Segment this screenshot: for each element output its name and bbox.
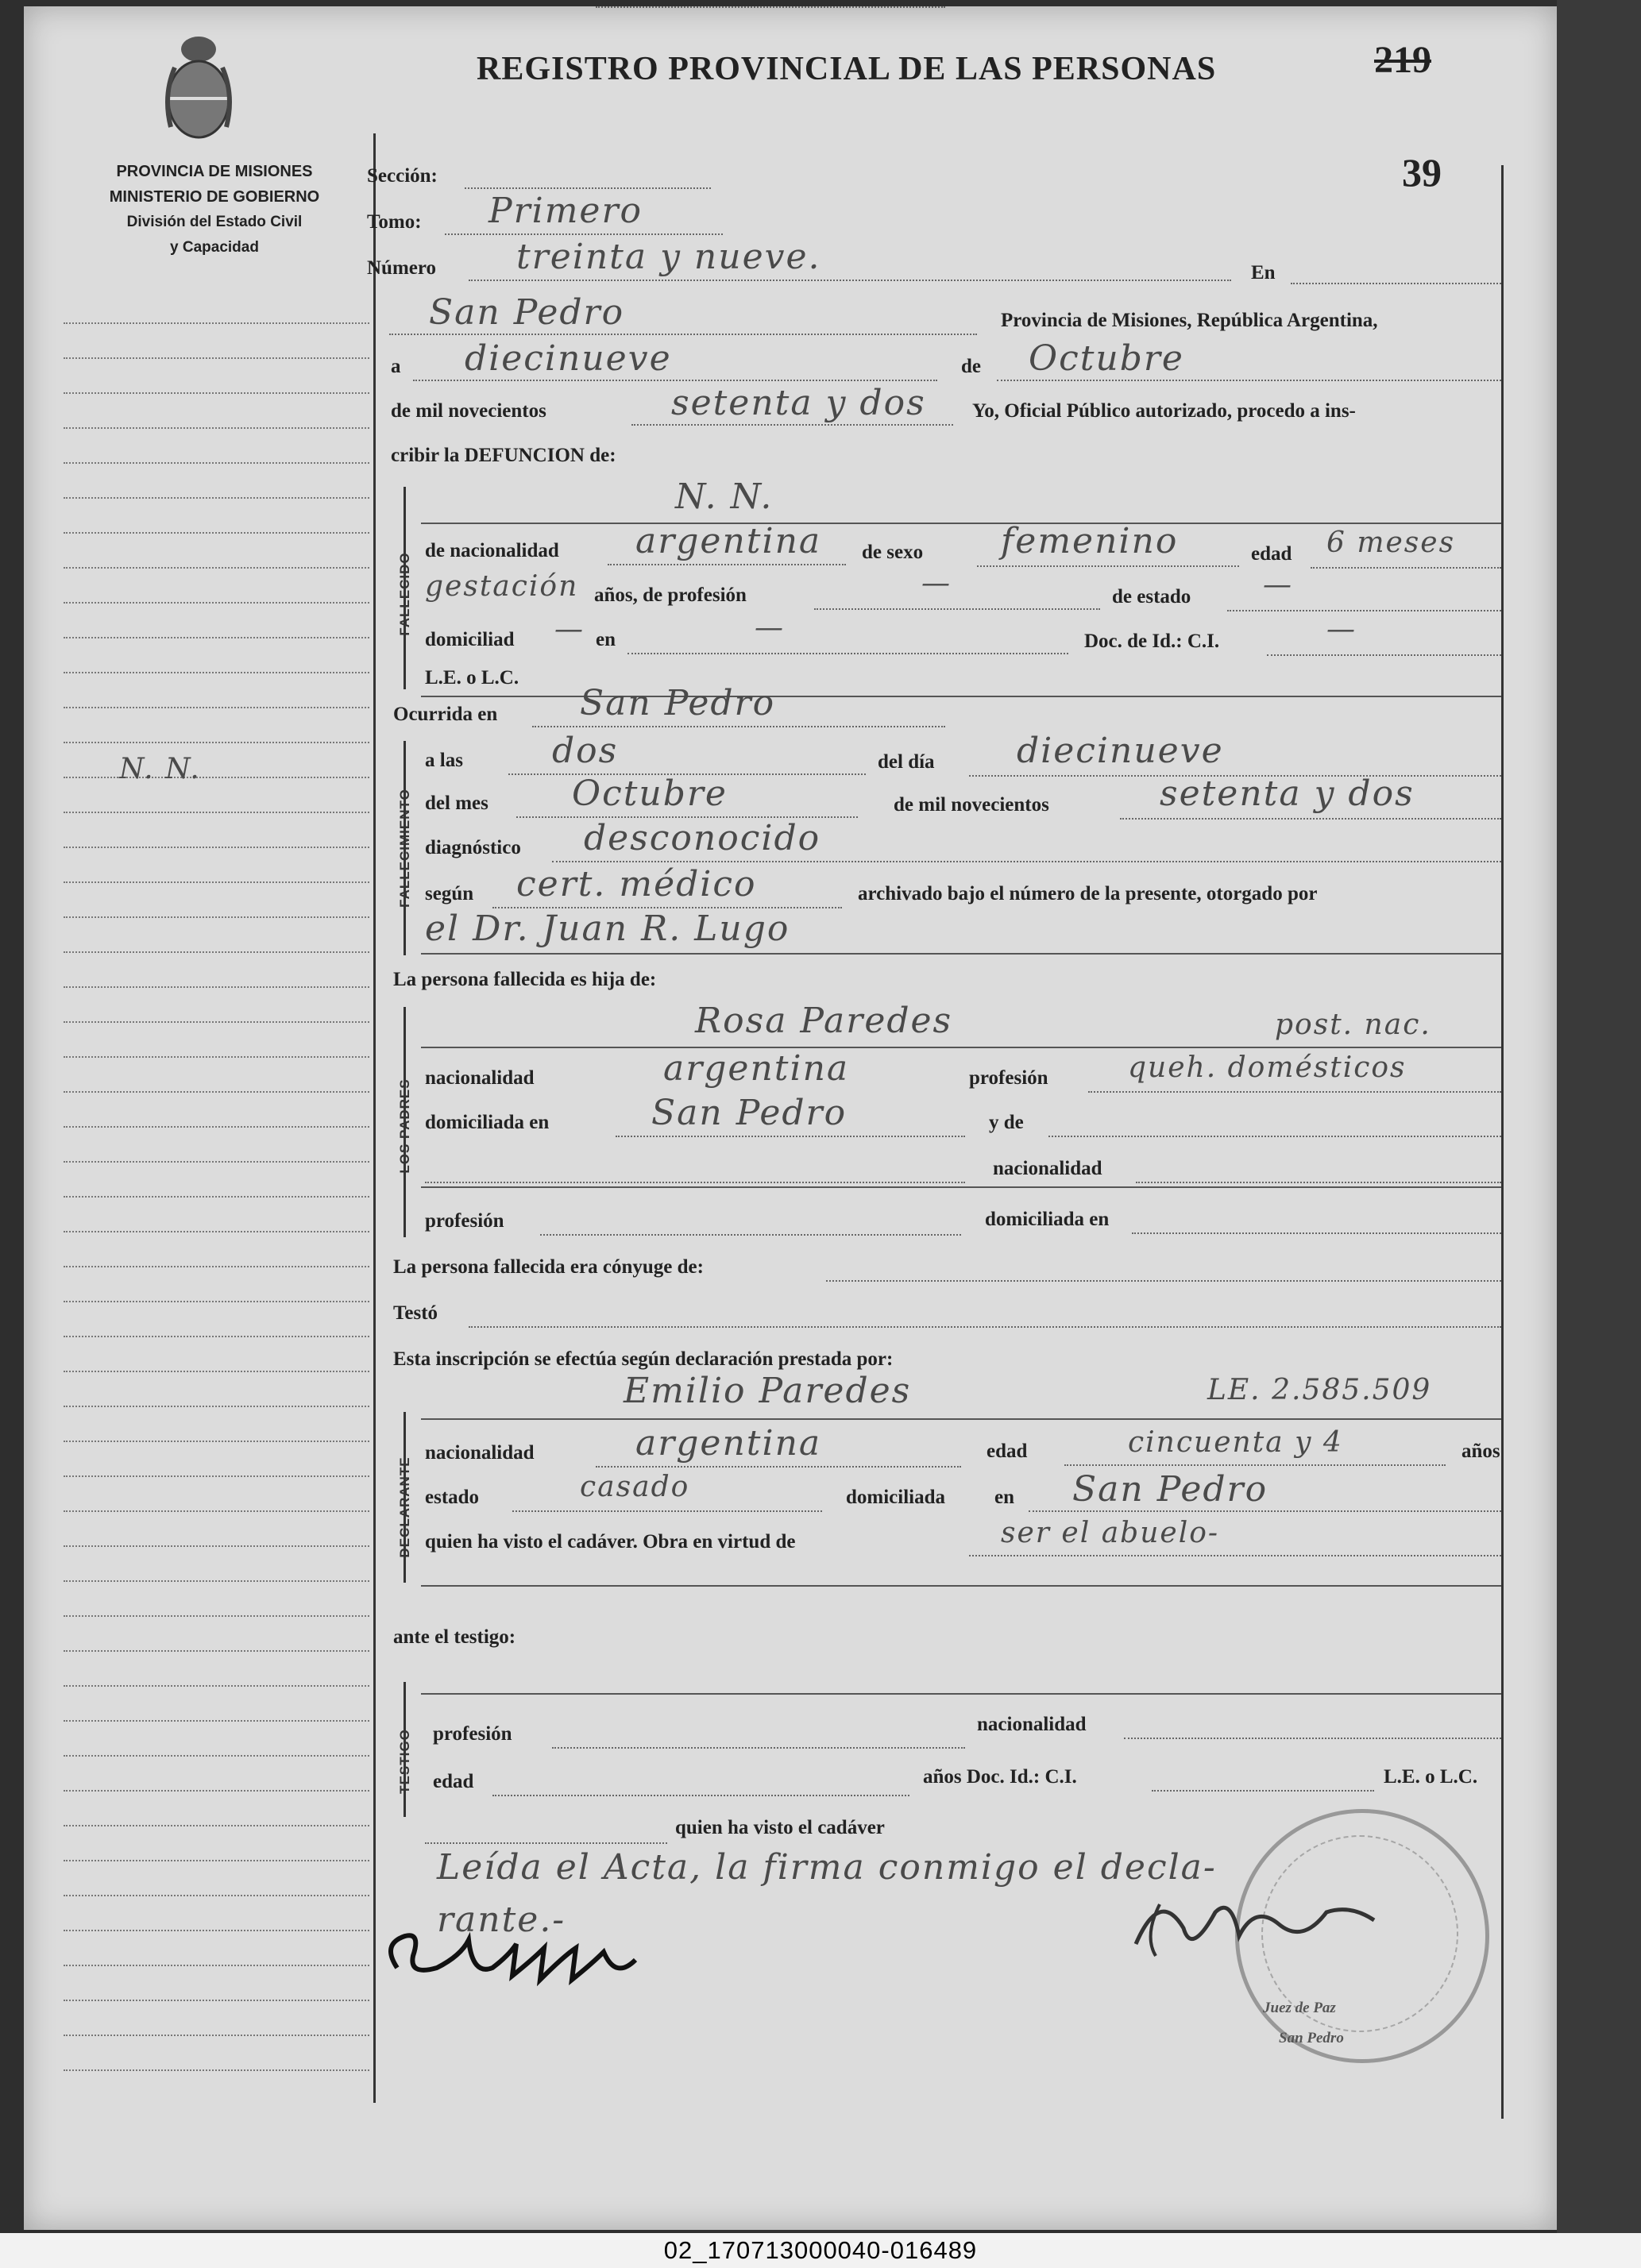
margin-rule-line (64, 812, 369, 813)
margin-rule-line (64, 707, 369, 708)
declarante-visto-label: quien ha visto el cadáver. Obra en virtud de (425, 1531, 796, 1552)
margin-rule-line (64, 427, 369, 429)
margin-rule-line (64, 1930, 369, 1931)
fallecido-sexo-line (977, 565, 1239, 567)
testigo-edad-label: edad (433, 1771, 474, 1792)
margin-rule-line (64, 1161, 369, 1163)
fallecido-profesion-value: — (921, 567, 952, 600)
fallecido-en-line (627, 653, 1068, 654)
testigo-edad-line (492, 1795, 909, 1796)
margin-rule-line (64, 742, 369, 743)
margin-rule-line (64, 986, 369, 988)
padres-dom-label: domiciliada en (425, 1112, 550, 1133)
margin-rule-line (64, 1441, 369, 1442)
margin-rule-line (64, 392, 369, 394)
month-line (997, 380, 1501, 381)
declarante-dom-value: San Pedro (1072, 1469, 1268, 1510)
margin-rule-line (64, 1895, 369, 1896)
margin-rule-line (64, 1126, 369, 1128)
margin-rule-line (64, 1231, 369, 1232)
fallecido-domicilio-value: — (554, 613, 585, 646)
declarante-dom-label: domiciliada (846, 1487, 946, 1508)
fallecido-doc-label: Doc. de Id.: C.I. (1084, 631, 1220, 652)
fallecimiento-dia-label: del día (878, 751, 935, 773)
padres-yde-line (1048, 1136, 1501, 1137)
registry-title: REGISTRO PROVINCIAL DE LAS PERSONAS (477, 51, 1217, 87)
margin-rule-line (64, 916, 369, 918)
fallecido-estado-line (1227, 610, 1501, 611)
margin-rule-line (64, 602, 369, 604)
margin-rule-line (64, 672, 369, 673)
right-border (1501, 165, 1504, 2119)
defuncion-text: cribir la DEFUNCION de: (391, 445, 616, 466)
margin-rule-line (64, 951, 369, 953)
fallecimiento-segun-value: cert. médico (516, 864, 757, 904)
padres-dom-value: San Pedro (651, 1093, 848, 1133)
margin-rule-line (64, 1266, 369, 1267)
fallecimiento-hora-value: dos (552, 731, 619, 771)
margin-rule-line (64, 1301, 369, 1302)
declarante-visto-value: ser el abuelo- (1001, 1517, 1220, 1549)
testigo-le-label: L.E. o L.C. (1384, 1766, 1478, 1788)
margin-rule-line (64, 1056, 369, 1058)
fallecimiento-mes-value: Octubre (572, 773, 728, 814)
fallecido-nacionalidad-line (608, 564, 846, 565)
declarante-label: DECLARANTE (397, 1456, 412, 1558)
margin-rule-line (64, 1406, 369, 1407)
declarante-intro: Esta inscripción se efectúa según declaración prestada por: (393, 1348, 894, 1370)
margin-rule-line (64, 1021, 369, 1023)
padres-dom2-line (1132, 1232, 1501, 1234)
seccion-label: Sección: (367, 165, 438, 187)
margin-rule-line (64, 1720, 369, 1722)
fallecido-anios-label: años, de profesión (594, 584, 747, 606)
ocurrida-line (532, 726, 945, 727)
margin-note: N. N. (119, 753, 201, 785)
tomo-line (445, 233, 723, 235)
margin-rule-line (64, 1685, 369, 1687)
testigo-visto-line (425, 1842, 667, 1844)
fallecido-en-value: — (755, 611, 785, 644)
declarante-estado-label: estado (425, 1487, 480, 1508)
padres-nac-value: argentina (663, 1048, 850, 1089)
margin-rule-line (64, 462, 369, 464)
fallecido-estado-value: — (1263, 569, 1293, 601)
institution-block (56, 159, 373, 260)
day-value: diecinueve (465, 338, 672, 379)
testigo-name-line (421, 1693, 1501, 1695)
province-text: Provincia de Misiones, República Argentina, (1001, 310, 1378, 331)
testo-label: Testó (393, 1302, 438, 1324)
institution-line: PROVINCIA DE MISIONES (116, 163, 313, 180)
padres-nac2-line (1136, 1182, 1501, 1183)
margin-rule-line (64, 1336, 369, 1337)
act-number: 39 (1402, 150, 1442, 195)
place-value: San Pedro (429, 292, 625, 333)
de-label: de (961, 356, 981, 377)
fallecido-nacionalidad-label: de nacionalidad (425, 540, 559, 561)
numero-value: treinta y nueve. (516, 237, 821, 277)
declarante-en-label: en (994, 1487, 1014, 1508)
ocurrida-label: Ocurrida en (393, 704, 498, 725)
padres-prof2-line (540, 1234, 961, 1236)
declarante-edad-value: cincuenta y 4 (1128, 1426, 1343, 1459)
margin-rule-line (64, 637, 369, 638)
tomo-value: Primero (488, 191, 643, 231)
padres-prof-value: queh. domésticos (1128, 1051, 1407, 1084)
fallecimiento-dia-value: diecinueve (1017, 731, 1224, 771)
fallecido-doc-value: — (1326, 613, 1357, 646)
margin-rule-line (64, 567, 369, 569)
margin-rule-line (64, 881, 369, 883)
seal-line1: Juez de Paz (1263, 2000, 1336, 2016)
fallecimiento-anio-label: de mil novecientos (894, 794, 1049, 816)
fallecido-edad-line (1311, 567, 1501, 569)
margin-rule-line (64, 532, 369, 534)
margin-rule-line (64, 322, 369, 324)
declarante-doc: LE. 2.585.509 (1207, 1374, 1432, 1406)
testigo-anios-label: años Doc. Id.: C.I. (923, 1766, 1077, 1788)
fallecido-domicilio-label: domiciliad (425, 629, 515, 650)
fallecido-le-label: L.E. o L.C. (425, 667, 519, 688)
fallecido-name: N. N. (675, 476, 774, 517)
book-edge (1557, 0, 1641, 2233)
margin-rule-line (64, 2000, 369, 2001)
padres-intro: La persona fallecida es hija de: (393, 969, 657, 990)
conyuge-label: La persona fallecida era cónyuge de: (393, 1256, 704, 1278)
margin-rule-line (64, 1475, 369, 1477)
en-label: En (1251, 262, 1276, 284)
testigo-intro: ante el testigo: (393, 1626, 516, 1648)
padres-nac-line (596, 6, 945, 8)
padres-dom-line (616, 1136, 965, 1137)
margin-rule-line (64, 1091, 369, 1093)
fallecimiento-segun-label: según (425, 883, 474, 904)
padres-madre-note: post. nac. (1275, 1009, 1431, 1041)
margin-rule-line (64, 1196, 369, 1198)
margin-divider (373, 133, 376, 2103)
testigo-prof-line (552, 1747, 965, 1749)
declarante-estado-value: casado (580, 1471, 690, 1503)
padres-nac-label: nacionalidad (425, 1067, 535, 1089)
fallecimiento-anio-line (1120, 818, 1501, 820)
institution-line: y Capacidad (170, 239, 259, 256)
padres-label: LOS PADRES (397, 1078, 412, 1174)
padres-prof2-label: profesión (425, 1210, 504, 1232)
testo-line (469, 1326, 1501, 1328)
document-page (24, 6, 1557, 2230)
fallecimiento-hora-label: a las (425, 750, 463, 771)
fallecido-edad-label: edad (1251, 543, 1292, 565)
margin-rule-line (64, 847, 369, 848)
year-label: de mil novecientos (391, 400, 546, 422)
closing-line1: Leída el Acta, la firma conmigo el decla- (437, 1847, 1217, 1888)
declarante-signature-text (397, 1928, 609, 1980)
padres-prof-line (1088, 1091, 1501, 1093)
numero-line (469, 280, 1231, 281)
month-value: Octubre (1029, 338, 1184, 379)
official-text: Yo, Oficial Público autorizado, procedo a ins- (972, 400, 1356, 422)
testigo-visto-label: quien ha visto el cadáver (675, 1817, 885, 1838)
margin-rule-line (64, 1755, 369, 1757)
fallecido-sexo-value: femenino (1001, 521, 1179, 561)
margin-rule-line (64, 1510, 369, 1512)
fallecimiento-archivado: archivado bajo el número de la presente, otorgado por (858, 883, 1318, 904)
declarante-anios-label: años (1461, 1441, 1500, 1462)
margin-rule-line (64, 777, 369, 778)
declarante-dom-line (1029, 1510, 1501, 1512)
margin-rule-line (64, 1580, 369, 1582)
margin-rule-line (64, 1650, 369, 1652)
fallecido-edad-cont: gestación (425, 570, 579, 603)
padres-nac2-label: nacionalidad (993, 1158, 1102, 1179)
place-line (389, 334, 977, 335)
fallecido-sexo-label: de sexo (862, 542, 924, 563)
padres-madre-value: Rosa Paredes (695, 1001, 953, 1041)
ocurrida-value: San Pedro (580, 683, 776, 723)
year-value: setenta y dos (671, 383, 926, 423)
fallecimiento-diag-value: desconocido (584, 818, 821, 858)
fallecido-doc-line (1267, 654, 1501, 656)
margin-rule-line (64, 357, 369, 359)
coat-of-arms-icon (155, 32, 242, 151)
fallecimiento-diag-line (552, 861, 1501, 862)
fallecimiento-label: FALLECIMIENTO (397, 789, 412, 908)
testigo-nac-label: nacionalidad (977, 1714, 1087, 1735)
closing-line2: rante.- (437, 1900, 566, 1940)
fallecido-name-line (421, 523, 1501, 524)
fallecido-profesion-line (814, 608, 1100, 610)
footer-id: 02_170713000040-016489 (0, 2233, 1641, 2268)
official-signature-icon (1112, 1880, 1406, 1976)
fallecido-label: FALLECIDO (397, 552, 412, 636)
declarante-estado-line (512, 1510, 822, 1512)
padres-madre-line (421, 1047, 1501, 1048)
struck-number: 219 (1374, 39, 1431, 81)
fallecido-estado-label: de estado (1112, 586, 1191, 608)
fallecimiento-diag-label: diagnóstico (425, 837, 521, 858)
en-line (1291, 283, 1501, 284)
fallecido-nacionalidad-value: argentina (635, 521, 822, 561)
fallecimiento-mes-label: del mes (425, 793, 488, 814)
declarante-edad-line (1064, 1464, 1446, 1466)
institution-line: División del Estado Civil (126, 214, 303, 230)
fallecimiento-bottom-line (421, 953, 1501, 955)
fallecimiento-anio-value: setenta y dos (1160, 773, 1415, 814)
declarante-name: Emilio Paredes (624, 1371, 912, 1411)
margin-rule-line (64, 2069, 369, 2071)
institution-line: MINISTERIO DE GOBIERNO (109, 188, 320, 206)
testigo-doc-line (1152, 1790, 1374, 1792)
margin-rule-line (64, 1615, 369, 1617)
padres-mid-line (421, 1186, 1501, 1188)
seal-line2: San Pedro (1279, 2030, 1344, 2046)
margin-rule-line (64, 1790, 369, 1792)
tomo-label: Tomo: (367, 211, 422, 233)
padres-yde-label: y de (989, 1112, 1024, 1133)
declarante-nac-line (596, 1466, 961, 1468)
year-line (631, 424, 953, 426)
padres-prof-label: profesión (969, 1067, 1048, 1089)
declarante-edad-label: edad (987, 1441, 1028, 1462)
a-label: a (391, 356, 401, 377)
declarante-visto-line (969, 1555, 1501, 1556)
margin-rule-line (64, 497, 369, 499)
testigo-nac-line (1124, 1738, 1501, 1739)
padres-padre-line (425, 1182, 965, 1183)
margin-rule-line (64, 1825, 369, 1826)
day-line (413, 380, 937, 381)
declarante-bottom-line (421, 1585, 1501, 1587)
margin-rule-line (64, 2035, 369, 2036)
numero-label: Número (367, 257, 437, 279)
margin-rule-line (64, 1965, 369, 1966)
margin-rule-line (64, 1371, 369, 1372)
fallecido-edad-value: 6 meses (1326, 526, 1456, 559)
padres-dom2-label: domiciliada en (985, 1209, 1110, 1230)
conyuge-line (826, 1280, 1501, 1282)
margin-rule-line (64, 1545, 369, 1547)
declarante-nac-value: argentina (635, 1423, 822, 1464)
fallecimiento-medico-value: el Dr. Juan R. Lugo (425, 908, 790, 949)
declarante-nac-label: nacionalidad (425, 1442, 535, 1464)
seccion-line (465, 187, 711, 189)
margin-rule-line (64, 1860, 369, 1861)
declarante-name-line (421, 1418, 1501, 1420)
testigo-prof-label: profesión (433, 1723, 512, 1745)
testigo-label: TESTIGO (397, 1729, 412, 1794)
fallecido-en-label: en (596, 629, 616, 650)
